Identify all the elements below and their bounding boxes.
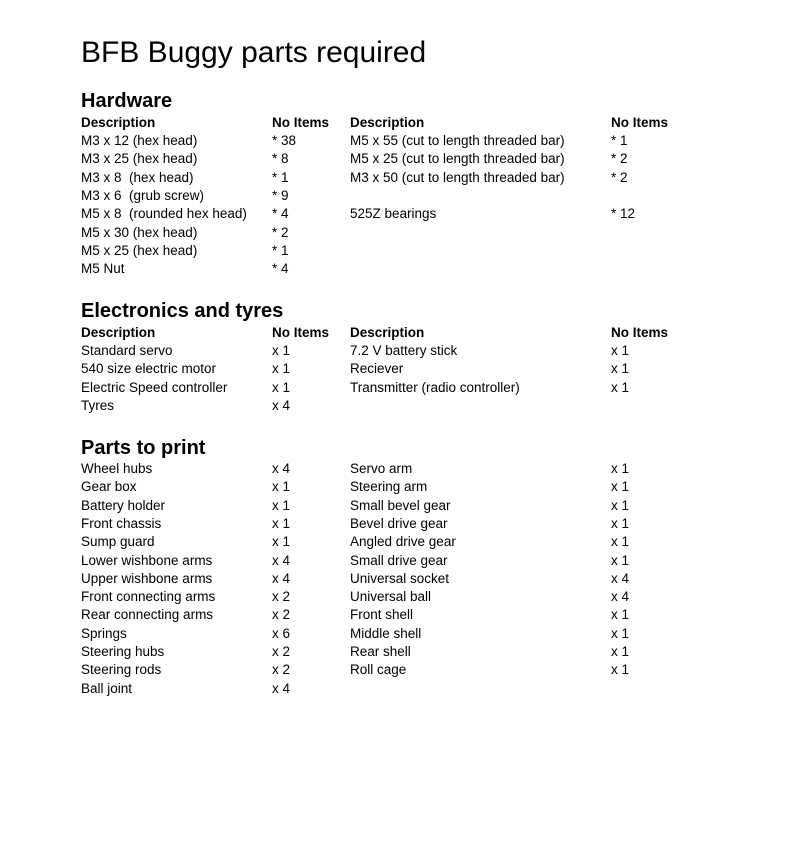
table-row (0, 205, 794, 223)
item-quantity: x 4 (272, 397, 291, 413)
item-description: M5 x 25 (cut to length threaded bar) (350, 151, 565, 167)
item-description: Small bevel gear (350, 497, 451, 513)
item-description: Roll cage (350, 662, 407, 678)
item-description: M5 x 55 (cut to length threaded bar) (350, 133, 565, 148)
item-description: Battery holder (81, 497, 166, 513)
item-quantity: x 1 (272, 379, 291, 395)
table-row (0, 497, 794, 515)
electronics-table-header (0, 324, 794, 342)
table-row (0, 460, 794, 478)
item-description: M5 x 25 (hex head) (81, 242, 198, 258)
item-quantity: x 1 (611, 343, 630, 358)
item-quantity: x 1 (611, 662, 630, 678)
item-quantity: x 2 (272, 607, 291, 623)
table-row (0, 515, 794, 533)
table-row (0, 150, 794, 168)
column-header-no-items: No Items (272, 115, 330, 130)
table-row (0, 680, 794, 698)
item-quantity: * 4 (272, 206, 289, 222)
item-description: Rear shell (350, 644, 411, 659)
item-description: M3 x 12 (hex head) (81, 133, 198, 148)
item-quantity: * 1 (272, 169, 289, 185)
item-description: Steering hubs (81, 644, 165, 659)
item-quantity: x 4 (272, 461, 291, 476)
item-description: Upper wishbone arms (81, 570, 213, 586)
item-description: Steering arm (350, 479, 428, 495)
column-header-no-items: No Items (611, 115, 669, 130)
table-row (0, 360, 794, 378)
item-description: Springs (81, 625, 127, 641)
item-description: Transmitter (radio controller) (350, 379, 520, 395)
item-description: M3 x 50 (cut to length threaded bar) (350, 169, 565, 185)
item-quantity: x 1 (272, 361, 291, 377)
item-quantity: x 1 (611, 361, 630, 377)
table-row (0, 625, 794, 643)
table-row (0, 260, 794, 278)
item-description: M3 x 8 (hex head) (81, 169, 194, 185)
item-description: Front shell (350, 607, 414, 623)
item-quantity: x 1 (611, 515, 630, 531)
item-quantity: * 4 (272, 261, 289, 277)
item-description: M3 x 6 (grub screw) (81, 187, 205, 203)
table-row (0, 478, 794, 496)
item-description: Small drive gear (350, 552, 448, 568)
item-description: Servo arm (350, 461, 413, 476)
table-row (0, 606, 794, 624)
item-description: Sump guard (81, 534, 155, 550)
item-quantity: x 4 (611, 589, 630, 605)
item-quantity: x 1 (611, 497, 630, 513)
item-description: Gear box (81, 479, 137, 495)
item-description: M5 x 8 (rounded hex head) (81, 206, 247, 222)
table-row (0, 224, 794, 242)
item-quantity: x 1 (611, 552, 630, 568)
item-quantity: x 4 (272, 680, 291, 696)
item-description: 525Z bearings (350, 206, 437, 222)
table-row (0, 588, 794, 606)
electronics-heading: Electronics and tyres (81, 300, 284, 322)
item-description: Universal socket (350, 570, 450, 586)
table-row (0, 552, 794, 570)
item-quantity: x 1 (611, 534, 630, 550)
item-description: Front connecting arms (81, 589, 216, 605)
table-row (0, 533, 794, 551)
item-quantity: x 1 (272, 534, 291, 550)
item-description: Tyres (81, 397, 115, 413)
item-quantity: * 12 (611, 206, 636, 222)
item-description: M3 x 25 (hex head) (81, 151, 198, 167)
item-quantity: x 1 (272, 515, 291, 531)
table-row (0, 169, 794, 187)
item-quantity: x 1 (272, 497, 291, 513)
item-quantity: * 38 (272, 133, 297, 148)
table-row (0, 397, 794, 415)
item-description: Steering rods (81, 662, 162, 678)
column-header-no-items: No Items (272, 325, 330, 340)
column-header-description: Description (350, 115, 425, 130)
item-description: Rear connecting arms (81, 607, 214, 623)
item-description: 7.2 V battery stick (350, 343, 458, 358)
item-description: M5 x 30 (hex head) (81, 224, 198, 240)
table-row (0, 643, 794, 661)
item-description: Middle shell (350, 625, 422, 641)
item-description: Bevel drive gear (350, 515, 448, 531)
item-quantity: x 2 (272, 662, 291, 678)
item-description: Ball joint (81, 680, 133, 696)
print-parts-heading: Parts to print (81, 437, 206, 459)
table-row (0, 187, 794, 205)
item-quantity: * 8 (272, 151, 289, 167)
item-quantity: * 1 (611, 133, 628, 148)
item-quantity: x 6 (272, 625, 291, 641)
item-quantity: x 1 (611, 379, 630, 395)
table-row (0, 379, 794, 397)
column-header-description: Description (81, 325, 156, 340)
item-description: Electric Speed controller (81, 379, 228, 395)
item-quantity: x 1 (611, 644, 630, 659)
item-description: Lower wishbone arms (81, 552, 213, 568)
item-quantity: x 1 (611, 607, 630, 623)
item-description: Reciever (350, 361, 404, 377)
item-quantity: x 4 (611, 570, 630, 586)
item-description: 540 size electric motor (81, 361, 217, 377)
item-quantity: x 4 (272, 570, 291, 586)
table-row (0, 342, 794, 360)
column-header-description: Description (81, 115, 156, 130)
hardware-heading: Hardware (81, 90, 173, 112)
item-description: Angled drive gear (350, 534, 456, 550)
page-title: BFB Buggy parts required (81, 36, 427, 69)
item-quantity: x 1 (611, 461, 630, 476)
item-quantity: * 9 (272, 187, 289, 203)
item-quantity: * 2 (272, 224, 289, 240)
item-quantity: x 1 (272, 343, 291, 358)
item-quantity: x 2 (272, 589, 291, 605)
item-description: Standard servo (81, 343, 173, 358)
table-row (0, 132, 794, 150)
item-quantity: x 1 (272, 479, 291, 495)
item-description: Universal ball (350, 589, 432, 605)
column-header-no-items: No Items (611, 325, 669, 340)
item-quantity: x 4 (272, 552, 291, 568)
item-quantity: x 1 (611, 625, 630, 641)
table-row (0, 242, 794, 260)
item-quantity: * 2 (611, 151, 628, 167)
hardware-table-header (0, 114, 794, 132)
item-quantity: * 1 (272, 242, 289, 258)
table-row (0, 570, 794, 588)
item-quantity: * 2 (611, 169, 628, 185)
column-header-description: Description (350, 325, 425, 340)
item-quantity: x 2 (272, 644, 291, 659)
item-quantity: x 1 (611, 479, 630, 495)
item-description: Wheel hubs (81, 461, 153, 476)
item-description: Front chassis (81, 515, 162, 531)
table-row (0, 661, 794, 679)
item-description: M5 Nut (81, 261, 125, 277)
